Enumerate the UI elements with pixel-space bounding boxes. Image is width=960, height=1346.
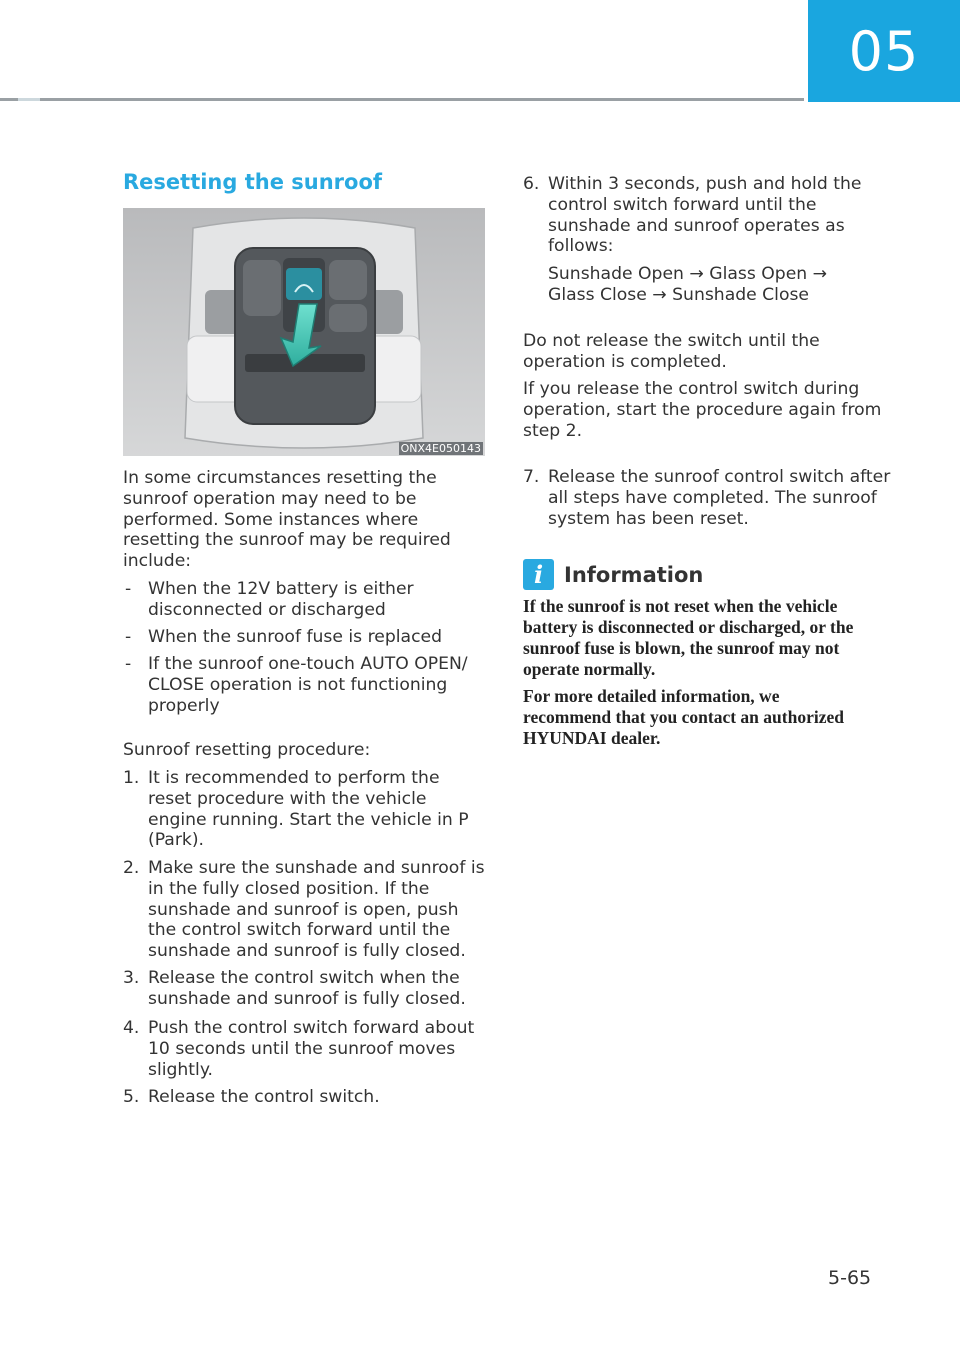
step-number: 5. xyxy=(123,1087,140,1107)
procedure-label: Sunroof resetting procedure: xyxy=(123,740,371,760)
header-rule xyxy=(0,98,804,101)
step-number: 2. xyxy=(123,858,140,878)
step-item xyxy=(123,1087,485,1108)
note-paragraph: Do not release the switch until the operation is completed. xyxy=(523,331,820,372)
step-text: Within 3 seconds, push and hold the control switch forward until the sunshade and sunroof operates as follows: xyxy=(548,174,862,257)
sunroof-switch-figure xyxy=(123,208,485,456)
step-text: Make sure the sunshade and sunroof is in the fully closed position. If the sunshade and sunroof is open, push the control switch forward until the sunshade and sunroof is fully closed. xyxy=(148,858,485,962)
step-number: 4. xyxy=(123,1018,140,1038)
step-number: 3. xyxy=(123,968,140,988)
step-number: 6. xyxy=(523,174,540,194)
list-item xyxy=(123,654,485,716)
note-paragraph: If you release the control switch during operation, start the procedure again from step 2. xyxy=(523,379,882,441)
dash-marker: - xyxy=(125,627,132,647)
sunroof-console-illustration xyxy=(123,208,485,456)
dash-marker: - xyxy=(125,579,132,599)
list-item-text: If the sunroof one-touch AUTO OPEN/ CLOSE operation is not functioning properly xyxy=(148,654,468,716)
section-title: Resetting the sunroof xyxy=(123,170,383,194)
step-text: Release the sunroof control switch after all steps have completed. The sunroof system has been reset. xyxy=(548,467,891,529)
chapter-number: 05 xyxy=(848,19,920,83)
list-item-text: When the sunroof fuse is replaced xyxy=(148,627,443,647)
list-item xyxy=(123,627,485,648)
information-paragraph: If the sunroof is not reset when the vehicle battery is disconnected or discharged, or the sunroof fuse is blown, the sunroof may not operate normally. xyxy=(523,596,854,679)
list-item xyxy=(123,579,485,621)
info-icon: i xyxy=(523,559,554,590)
step-text: Push the control switch forward about 10 seconds until the sunroof moves slightly. xyxy=(148,1018,475,1080)
step-item xyxy=(123,858,485,962)
information-title: Information xyxy=(564,562,704,587)
operation-sequence: Sunshade Open → Glass Open → Glass Close → Sunshade Close xyxy=(548,264,828,305)
figure-code: ONX4E050143 xyxy=(400,442,481,455)
information-header xyxy=(523,559,703,590)
list-item-text: When the 12V battery is either disconnected or discharged xyxy=(148,579,414,620)
step-item xyxy=(123,968,485,1010)
intro-paragraph: In some circumstances resetting the sunroof operation may need to be performed. Some instances where resetting the sunroof may be required include: xyxy=(123,468,451,572)
step-item xyxy=(123,768,485,851)
step-item xyxy=(523,467,893,529)
dash-marker: - xyxy=(125,654,132,674)
step-number: 7. xyxy=(523,467,540,487)
step-text: It is recommended to perform the reset procedure with the vehicle engine running. Start the vehicle in P (Park). xyxy=(148,768,469,851)
step-text: Release the control switch. xyxy=(148,1087,380,1107)
information-paragraph: For more detailed information, we recommend that you contact an authorized HYUNDAI dealer. xyxy=(523,686,844,748)
step-text: Release the control switch when the sunshade and sunroof is fully closed. xyxy=(148,968,466,1009)
step-number: 1. xyxy=(123,768,140,788)
step-item xyxy=(123,1018,485,1080)
chapter-tab xyxy=(808,0,960,102)
page-number: 5-65 xyxy=(828,1267,872,1289)
header-rule-accent xyxy=(18,98,40,101)
step-item xyxy=(523,174,893,257)
